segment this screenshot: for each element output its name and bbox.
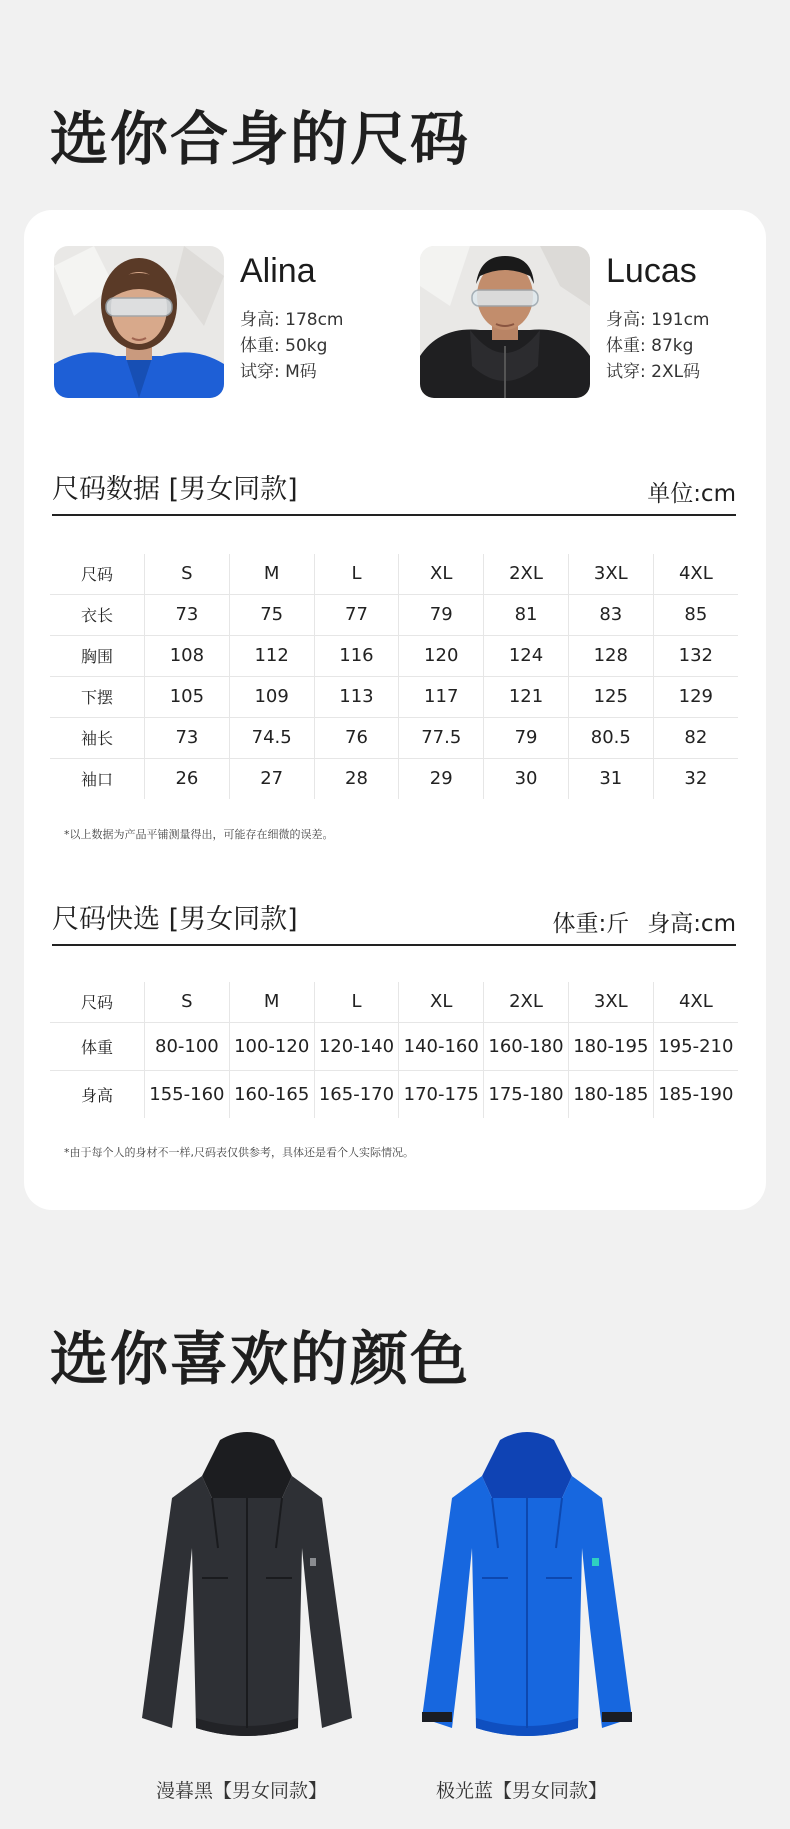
model-info-alina bbox=[240, 246, 420, 385]
table-cell: 125 bbox=[568, 676, 653, 717]
table-cell: 85 bbox=[653, 594, 738, 635]
table-cell: 160-180 bbox=[484, 1022, 569, 1070]
table-cell: 29 bbox=[399, 758, 484, 799]
row-label-cell: 袖口 bbox=[80, 770, 113, 790]
table-cell: 175-180 bbox=[484, 1070, 569, 1118]
table-cell: 73 bbox=[145, 594, 230, 635]
table-cell: 83 bbox=[568, 594, 653, 635]
row-label-cell: 衣长 bbox=[50, 594, 145, 635]
table-cell: 82 bbox=[653, 717, 738, 758]
row-label-cell: 袖长 bbox=[50, 717, 145, 758]
table-header-cell: 2XL bbox=[484, 554, 569, 594]
table-cell: 129 bbox=[653, 676, 738, 717]
table-row bbox=[50, 758, 738, 799]
model-weight: 体重: 87kg bbox=[606, 336, 694, 356]
table-cell: 124 bbox=[484, 635, 569, 676]
model-name: Alina bbox=[240, 252, 316, 290]
table-header-cell: S bbox=[145, 554, 230, 594]
table-cell: 31 bbox=[568, 758, 653, 799]
table-cell: 109 bbox=[229, 676, 314, 717]
table-cell: 117 bbox=[399, 676, 484, 717]
table-cell: 185-190 bbox=[653, 1070, 738, 1118]
quick-select-table bbox=[50, 982, 738, 1118]
table-cell: 165-170 bbox=[314, 1070, 399, 1118]
row-label-cell: 胸围 bbox=[50, 635, 145, 676]
size-card bbox=[24, 210, 766, 1210]
table-header-cell: 尺码 bbox=[50, 554, 145, 594]
table-row bbox=[50, 676, 738, 717]
table-cell: 100-120 bbox=[229, 1022, 314, 1070]
table-row bbox=[50, 717, 738, 758]
table-cell: 140-160 bbox=[399, 1022, 484, 1070]
table-cell: 27 bbox=[229, 758, 314, 799]
table-cell: 120 bbox=[399, 635, 484, 676]
model-weight: 体重: 50kg bbox=[240, 336, 328, 356]
size-data-note: *以上数据为产品平铺测量得出，可能存在细微的误差。 bbox=[64, 828, 334, 841]
table-cell: 128 bbox=[568, 635, 653, 676]
table-header-cell: XL bbox=[399, 982, 484, 1022]
color-label-black[interactable]: 漫暮黑【男女同款】 bbox=[156, 1780, 328, 1802]
unit-height: 身高:cm bbox=[647, 911, 736, 937]
table-cell: 79 bbox=[399, 594, 484, 635]
table-header-cell: 4XL bbox=[653, 554, 738, 594]
table-header-cell: 2XL bbox=[484, 982, 569, 1022]
table-header-cell: M bbox=[229, 554, 314, 594]
table-cell: 108 bbox=[145, 635, 230, 676]
table-cell: 74.5 bbox=[229, 717, 314, 758]
table-cell: 30 bbox=[484, 758, 569, 799]
table-header-cell: L bbox=[314, 554, 399, 594]
table-cell: 180-185 bbox=[568, 1070, 653, 1118]
table-cell: 77 bbox=[314, 594, 399, 635]
size-section-title: 选你合身的尺码 bbox=[50, 105, 471, 173]
quick-select-title: 尺码快选 [男女同款] bbox=[52, 904, 298, 935]
table-cell: 121 bbox=[484, 676, 569, 717]
table-cell: 26 bbox=[145, 758, 230, 799]
table-cell: 77.5 bbox=[399, 717, 484, 758]
table-row bbox=[50, 594, 738, 635]
table-cell: 160-165 bbox=[229, 1070, 314, 1118]
table-header-row bbox=[50, 982, 738, 1022]
jacket-blue-image[interactable] bbox=[412, 1428, 642, 1748]
row-label-cell: 体重 bbox=[50, 1022, 145, 1070]
table-cell: 79 bbox=[484, 717, 569, 758]
model-name: Lucas bbox=[606, 252, 697, 290]
jacket-black-image[interactable] bbox=[132, 1428, 362, 1748]
size-data-unit: 单位:cm bbox=[647, 481, 736, 507]
model-size: 试穿: M码 bbox=[240, 362, 317, 382]
table-cell: 132 bbox=[653, 635, 738, 676]
model-photo-lucas bbox=[420, 246, 590, 398]
table-cell: 180-195 bbox=[568, 1022, 653, 1070]
quick-select-note: *由于每个人的身材不一样,尺码表仅供参考，具体还是看个人实际情况。 bbox=[64, 1146, 414, 1159]
table-header-cell: M bbox=[229, 982, 314, 1022]
color-section-title: 选你喜欢的颜色 bbox=[50, 1325, 471, 1393]
model-size: 试穿: 2XL码 bbox=[606, 362, 701, 382]
size-data-table bbox=[50, 554, 738, 799]
table-header-cell: XL bbox=[399, 554, 484, 594]
table-row bbox=[50, 1070, 738, 1118]
quick-select-units bbox=[534, 905, 736, 938]
unit-weight: 体重:斤 bbox=[552, 911, 630, 937]
model-height: 身高: 191cm bbox=[606, 310, 710, 330]
size-data-header bbox=[52, 472, 736, 516]
table-cell: 116 bbox=[314, 635, 399, 676]
table-cell: 105 bbox=[145, 676, 230, 717]
table-cell: 80.5 bbox=[568, 717, 653, 758]
size-data-title: 尺码数据 [男女同款] bbox=[52, 474, 298, 505]
table-cell: 76 bbox=[314, 717, 399, 758]
table-header-row bbox=[50, 554, 738, 594]
table-cell: 155-160 bbox=[145, 1070, 230, 1118]
model-height: 身高: 178cm bbox=[240, 310, 344, 330]
color-label-blue[interactable]: 极光蓝【男女同款】 bbox=[436, 1780, 608, 1802]
table-cell: 195-210 bbox=[653, 1022, 738, 1070]
table-cell: 32 bbox=[653, 758, 738, 799]
table-cell: 113 bbox=[314, 676, 399, 717]
table-cell: 73 bbox=[145, 717, 230, 758]
table-cell: 75 bbox=[229, 594, 314, 635]
table-header-cell: 尺码 bbox=[50, 982, 145, 1022]
row-label-cell: 身高 bbox=[80, 1085, 113, 1105]
quick-select-header bbox=[52, 902, 736, 946]
table-cell: 81 bbox=[484, 594, 569, 635]
table-cell: 170-175 bbox=[399, 1070, 484, 1118]
table-header-cell: S bbox=[145, 982, 230, 1022]
table-header-cell: L bbox=[314, 982, 399, 1022]
row-label-cell: 下摆 bbox=[50, 676, 145, 717]
table-row bbox=[50, 1022, 738, 1070]
table-header-cell: 3XL bbox=[568, 982, 653, 1022]
table-row bbox=[50, 635, 738, 676]
table-cell: 28 bbox=[314, 758, 399, 799]
model-info-lucas bbox=[606, 246, 786, 385]
table-cell: 120-140 bbox=[314, 1022, 399, 1070]
table-cell: 112 bbox=[229, 635, 314, 676]
table-header-cell: 3XL bbox=[568, 554, 653, 594]
table-header-cell: 4XL bbox=[653, 982, 738, 1022]
model-photo-alina bbox=[54, 246, 224, 398]
table-cell: 80-100 bbox=[145, 1022, 230, 1070]
